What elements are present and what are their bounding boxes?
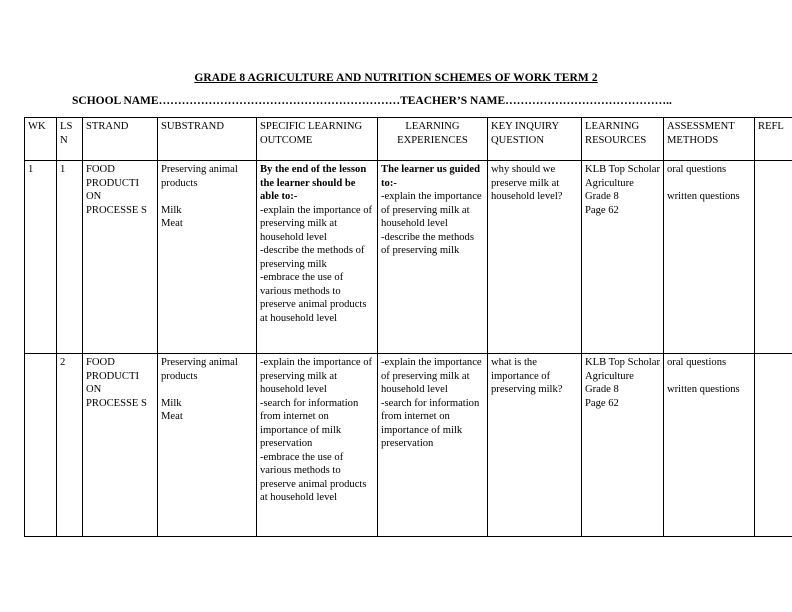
substrand-item: Meat <box>161 218 183 229</box>
header-learning-resources: LEARNING RESOURCES <box>582 118 664 161</box>
experience-item: -explain the importance of preserving milk at household level <box>381 191 482 229</box>
cell-assessment-methods <box>664 354 755 537</box>
outcome-item: -explain the importance of preserving milk at household level <box>260 204 373 243</box>
table-row <box>25 354 792 537</box>
substrand-item: Milk <box>161 397 182 409</box>
outcome-item: -embrace the use of various methods to preserve animal products at household level <box>260 451 367 503</box>
cell-key-inquiry-question: what is the importance of preserving milk? <box>488 354 582 537</box>
header-strand: STRAND <box>83 118 158 161</box>
resource-line: Grade 8 <box>585 191 619 202</box>
experience-item: -search for information from internet on importance of milk preservation <box>381 397 480 449</box>
resource-line: Page 62 <box>585 397 619 409</box>
cell-strand: FOOD PRODUCTI ON PROCESSE S <box>83 161 158 354</box>
resource-line: KLB Top Scholar Agriculture <box>585 357 660 382</box>
assessment-method: oral questions <box>667 164 727 175</box>
cell-learning-resources <box>582 161 664 354</box>
table-header-row <box>25 118 792 161</box>
experiences-intro: The learner us guided to:- <box>381 164 480 189</box>
cell-wk <box>25 354 57 537</box>
substrand-title: Preserving animal products <box>161 357 238 382</box>
cell-specific-learning-outcome <box>257 161 378 354</box>
assessment-method: written questions <box>667 191 740 202</box>
cell-key-inquiry-question: why should we preserve milk at household level? <box>488 161 582 354</box>
cell-assessment-methods <box>664 161 755 354</box>
outcome-item: -search for information from internet on importance of milk preservation <box>260 397 359 449</box>
cell-lesson: 1 <box>57 161 83 354</box>
cell-learning-experiences <box>378 354 488 537</box>
cell-learning-resources <box>582 354 664 537</box>
header-key-inquiry-question: KEY INQUIRY QUESTION <box>488 118 582 161</box>
resource-line: Grade 8 <box>585 384 619 395</box>
cell-substrand <box>158 161 257 354</box>
outcome-item: -describe the methods of preserving milk <box>260 245 365 270</box>
cell-reflection <box>755 354 792 537</box>
experience-item: -explain the importance of preserving milk at household level <box>381 357 482 395</box>
substrand-item: Milk <box>161 204 182 216</box>
cell-reflection <box>755 161 792 354</box>
outcome-item: -embrace the use of various methods to preserve animal products at household level <box>260 272 367 324</box>
school-teacher-name-line: SCHOOL NAME………………………………………………………TEACHER’S NAME…………………………………….. <box>72 95 672 107</box>
header-specific-learning-outcome: SPECIFIC LEARNING OUTCOME <box>257 118 378 161</box>
assessment-method: written questions <box>667 384 740 395</box>
assessment-method: oral questions <box>667 357 727 368</box>
schemes-of-work-table <box>24 117 792 537</box>
cell-lesson: 2 <box>57 354 83 537</box>
header-substrand: SUBSTRAND <box>158 118 257 161</box>
header-wk: WK <box>25 118 57 161</box>
outcome-item: -explain the importance of preserving milk at household level <box>260 357 373 395</box>
cell-learning-experiences <box>378 161 488 354</box>
resource-line: Page 62 <box>585 204 619 216</box>
cell-substrand <box>158 354 257 537</box>
cell-specific-learning-outcome <box>257 354 378 537</box>
header-reflection: REFL <box>755 118 792 161</box>
outcome-intro: By the end of the lesson the learner should be able to:- <box>260 164 367 202</box>
header-lesson: LS N <box>57 118 83 161</box>
table-row <box>25 161 792 354</box>
cell-strand: FOOD PRODUCTI ON PROCESSE S <box>83 354 158 537</box>
resource-line: KLB Top Scholar Agriculture <box>585 164 660 189</box>
header-learning-experiences: LEARNING EXPERIENCES <box>378 118 488 161</box>
experience-item: -describe the methods of preserving milk <box>381 231 474 256</box>
header-assessment-methods: ASSESSMENT METHODS <box>664 118 755 161</box>
document-title: GRADE 8 AGRICULTURE AND NUTRITION SCHEMES OF WORK TERM 2 <box>194 72 598 84</box>
substrand-item: Meat <box>161 411 183 422</box>
substrand-title: Preserving animal products <box>161 164 238 189</box>
cell-wk: 1 <box>25 161 57 354</box>
